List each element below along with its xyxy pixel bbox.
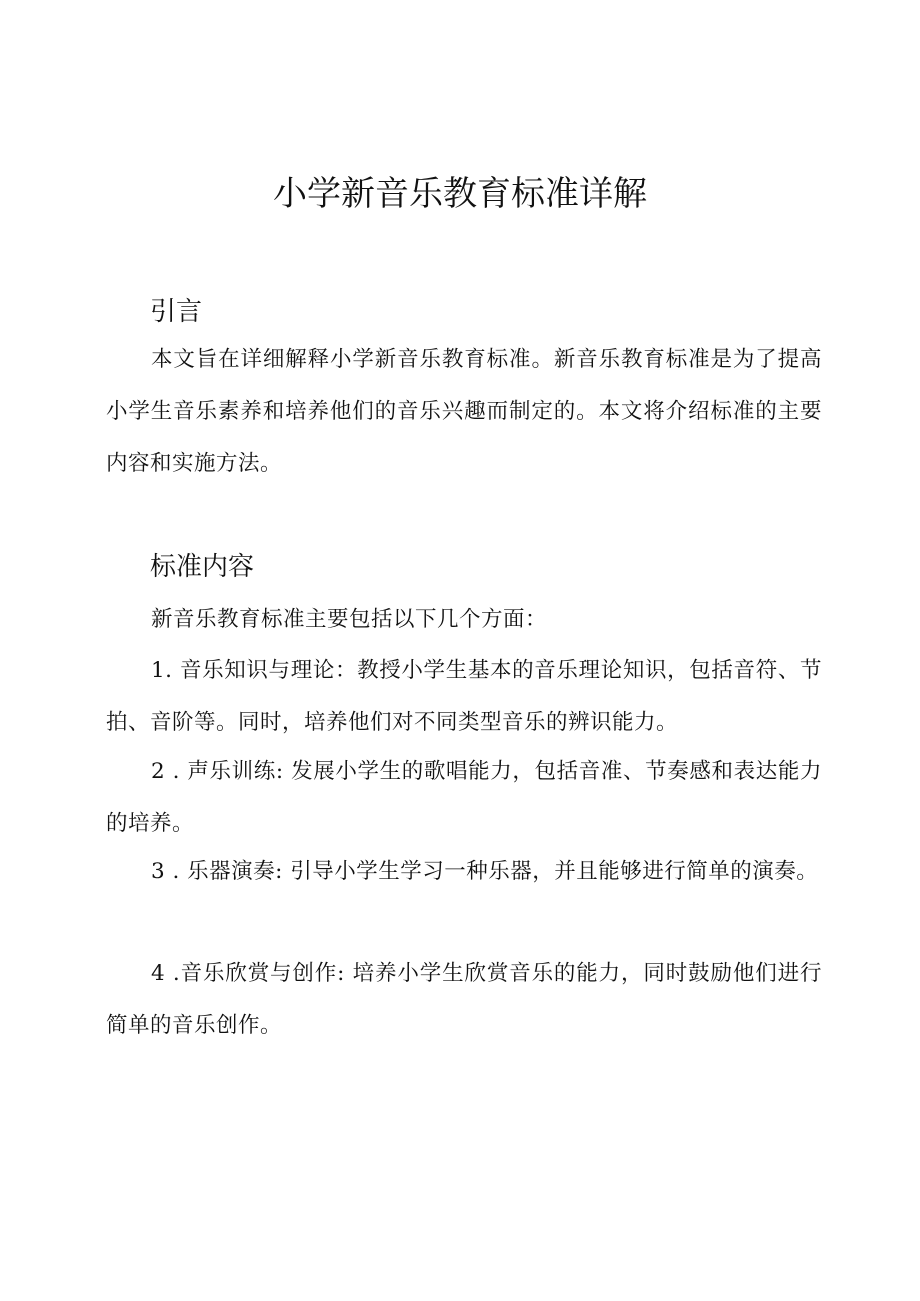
list-item-instrument-playing: 3 . 乐器演奏: 引导小学生学习一种乐器，并且能够进行简单的演奏。 (151, 859, 819, 884)
list-item-music-theory: 1. 音乐知识与理论：教授小学生基本的音乐理论知识，包括音符、节拍、音阶等。同时，培养他们对不同类型音乐的辨识能力。 (106, 658, 822, 735)
standard-content-lead: 新音乐教育标准主要包括以下几个方面： (151, 607, 548, 632)
list-item-vocal-training: 2 . 声乐训练: 发展小学生的歌唱能力，包括音准、节奏感和表达能力的培养。 (106, 759, 822, 836)
document-title: 小学新音乐教育标准详解 (273, 174, 647, 214)
section-heading-intro: 引言 (150, 297, 203, 327)
list-item-appreciation-creation: 4 .音乐欣赏与创作: 培养小学生欣赏音乐的能力，同时鼓励他们进行简单的音乐创作。 (106, 961, 822, 1038)
section-heading-standard-content: 标准内容 (150, 552, 255, 582)
intro-paragraph: 本文旨在详细解释小学新音乐教育标准。新音乐教育标准是为了提高小学生音乐素养和培养他们的音乐兴趣而制定的。本文将介绍标准的主要内容和实施方法。 (106, 347, 822, 476)
